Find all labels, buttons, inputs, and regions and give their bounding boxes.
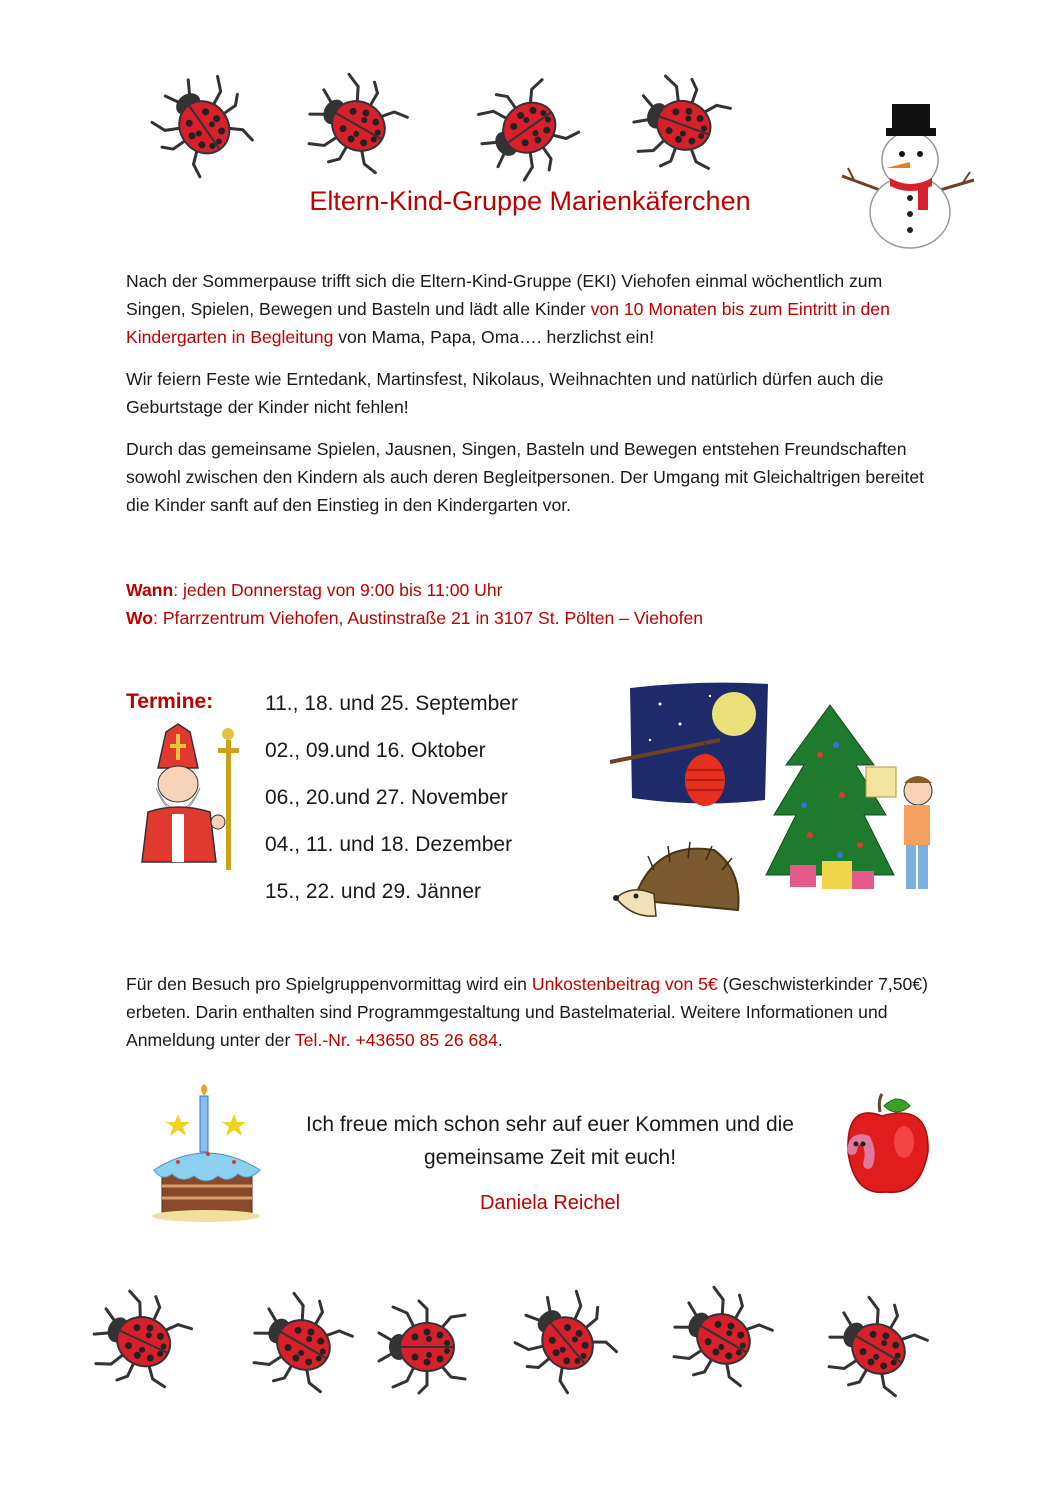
fee-amount: Unkostenbeitrag von 5€ — [531, 974, 718, 994]
nikolaus-icon — [138, 722, 248, 872]
snowman-icon — [840, 100, 980, 250]
when-line — [126, 576, 946, 604]
lantern-night-icon — [610, 680, 770, 810]
ladybug-icon — [820, 1292, 930, 1402]
phone-number: Tel.-Nr. +43650 85 26 684 — [294, 1030, 498, 1050]
page-title: Eltern-Kind-Gruppe Marienkäferchen — [309, 186, 751, 216]
closing-line-1: Ich freue mich schon sehr auf euer Kommen und die — [306, 1113, 794, 1136]
fee-paragraph — [126, 970, 946, 1054]
ladybug-icon — [245, 1288, 355, 1398]
where-value: : Pfarrzentrum Viehofen, Austinstraße 21 in 3107 St. Pölten – Viehofen — [153, 608, 704, 628]
when-label: Wann — [126, 580, 174, 600]
hedgehog-icon — [614, 840, 744, 930]
ladybug-icon — [303, 72, 403, 172]
intro-paragraph — [126, 267, 946, 351]
where-label: Wo — [126, 608, 154, 628]
apple-worm-icon — [838, 1092, 938, 1202]
intro-text-end: von Mama, Papa, Oma…. herzlichst ein! — [333, 327, 655, 347]
where-line — [126, 604, 946, 632]
ladybug-icon — [368, 1292, 478, 1402]
date-item: 11., 18. und 25. September — [265, 692, 518, 715]
ladybug-icon — [628, 72, 728, 172]
date-item: 04., 11. und 18. Dezember — [265, 833, 513, 856]
ladybug-icon — [474, 78, 574, 178]
date-item: 06., 20.und 27. November — [265, 786, 508, 809]
termine-label: Termine: — [126, 690, 214, 713]
christmas-tree-icon — [780, 705, 940, 895]
ladybug-icon — [665, 1282, 775, 1392]
signature: Daniela Reichel — [479, 1192, 621, 1214]
when-value: : jeden Donnerstag von 9:00 bis 11:00 Uhr — [173, 580, 503, 600]
ladybug-icon — [510, 1285, 620, 1395]
friendship-paragraph: Durch das gemeinsame Spielen, Jausnen, Singen, Basteln und Bewegen entstehen Freundschaften sowohl zwischen den Kindern als auch deren Begleitpersonen. Der Umgang mit Gleichaltrigen bereitet die Kinder sanft auf den Einstieg in den Kindergarten vor. — [126, 439, 925, 515]
ladybug-icon — [150, 72, 250, 172]
dates-list — [265, 680, 518, 915]
date-item: 02., 09.und 16. Oktober — [265, 739, 486, 762]
closing-line-2: gemeinsame Zeit mit euch! — [423, 1146, 677, 1169]
intro-text: Nach der Sommerpause trifft sich die Eltern-Kind-Gruppe (EKI) Viehofen einmal wöchentlich zum Singen, Spielen, Bewegen und Basteln und lädt alle Kinder — [126, 271, 883, 319]
fee-text: Für den Besuch pro Spielgruppenvormittag wird ein — [126, 974, 532, 994]
date-item: 15., 22. und 29. Jänner — [265, 880, 481, 903]
fee-details: (Geschwisterkinder 7,50€) erbeten. Darin enthalten sind Programmgestaltung und Bastelmaterial. Weitere Informationen und Anmeldung unter der — [126, 974, 928, 1050]
ladybug-icon — [85, 1285, 195, 1395]
intro-age-highlight: von 10 Monaten bis zum Eintritt in den Kindergarten in Begleitung — [126, 299, 890, 347]
fee-end: . — [497, 1030, 503, 1050]
festivals-paragraph: Wir feiern Feste wie Erntedank, Martinsfest, Nikolaus, Weihnachten und natürlich dürfen auch die Geburtstage der Kinder nicht fehlen! — [126, 369, 884, 417]
